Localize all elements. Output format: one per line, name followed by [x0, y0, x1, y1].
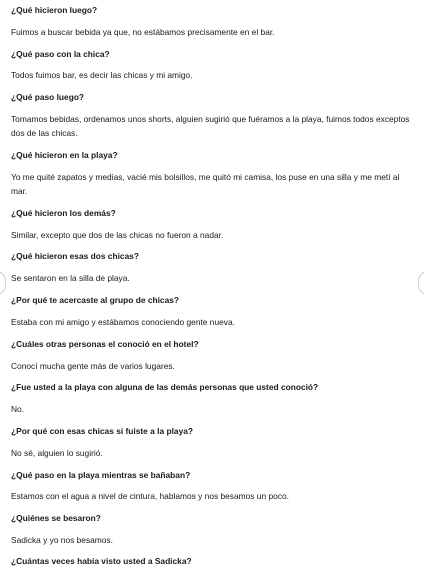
left-scroll-handle[interactable]: [0, 271, 6, 295]
question-8: ¿Cuáles otras personas el conoció en el hotel?: [11, 339, 199, 349]
answer-7: Estaba con mi amigo y estábamos conociendo gente nueva.: [11, 317, 235, 327]
answer-3: Tomamos bebidas, ordenamos unos shorts, alguien sugirió que fuéramos a la playa, fuimos todos exceptos dos de las chicas.: [11, 114, 410, 138]
right-scroll-handle[interactable]: [418, 271, 424, 295]
question-4: ¿Qué hicieron en la playa?: [11, 150, 118, 160]
answer-12: Sadicka y yo nos besamos.: [11, 535, 113, 545]
answer-9: No.: [11, 404, 25, 414]
question-9: ¿Fue usted a la playa con alguna de las demás personas que usted conoció?: [11, 382, 319, 392]
answer-4: Yo me quité zapatos y medias, vacié mis bolsillos, me quitó mi camisa, los puse en una silla y me metí al mar.: [11, 172, 400, 196]
answer-2: Todos fuimos bar, es decir las chicas y mi amigo.: [11, 70, 193, 80]
answer-1: Fuimos a buscar bebida ya que, no estábamos precisamente en el bar.: [11, 27, 275, 37]
answer-8: Conocí mucha gente más de varios lugares.: [11, 361, 175, 371]
question-1: ¿Qué hicieron luego?: [11, 5, 98, 15]
question-2: ¿Qué paso con la chica?: [11, 49, 110, 59]
question-7: ¿Por qué te acercaste al grupo de chicas?: [11, 295, 180, 305]
answer-5: Similar, excepto que dos de las chicas no fueron a nadar.: [11, 230, 224, 240]
answer-6: Se sentaron en la silla de playa.: [11, 273, 130, 283]
question-13: ¿Cuántas veces había visto usted a Sadicka?: [11, 556, 192, 566]
answer-10: No sé, alguien lo sugirió.: [11, 448, 103, 458]
question-6: ¿Qué hicieron esas dos chicas?: [11, 251, 139, 261]
question-10: ¿Por qué con esas chicas si fuiste a la playa?: [11, 426, 193, 436]
question-5: ¿Qué hicieron los demás?: [11, 208, 116, 218]
question-11: ¿Qué paso en la playa mientras se bañaban?: [11, 470, 191, 480]
question-12: ¿Quiénes se besaron?: [11, 513, 101, 523]
question-3: ¿Qué paso luego?: [11, 92, 85, 102]
answer-11: Estamos con el agua a nivel de cintura, hablamos y nos besamos un poco.: [11, 491, 289, 501]
